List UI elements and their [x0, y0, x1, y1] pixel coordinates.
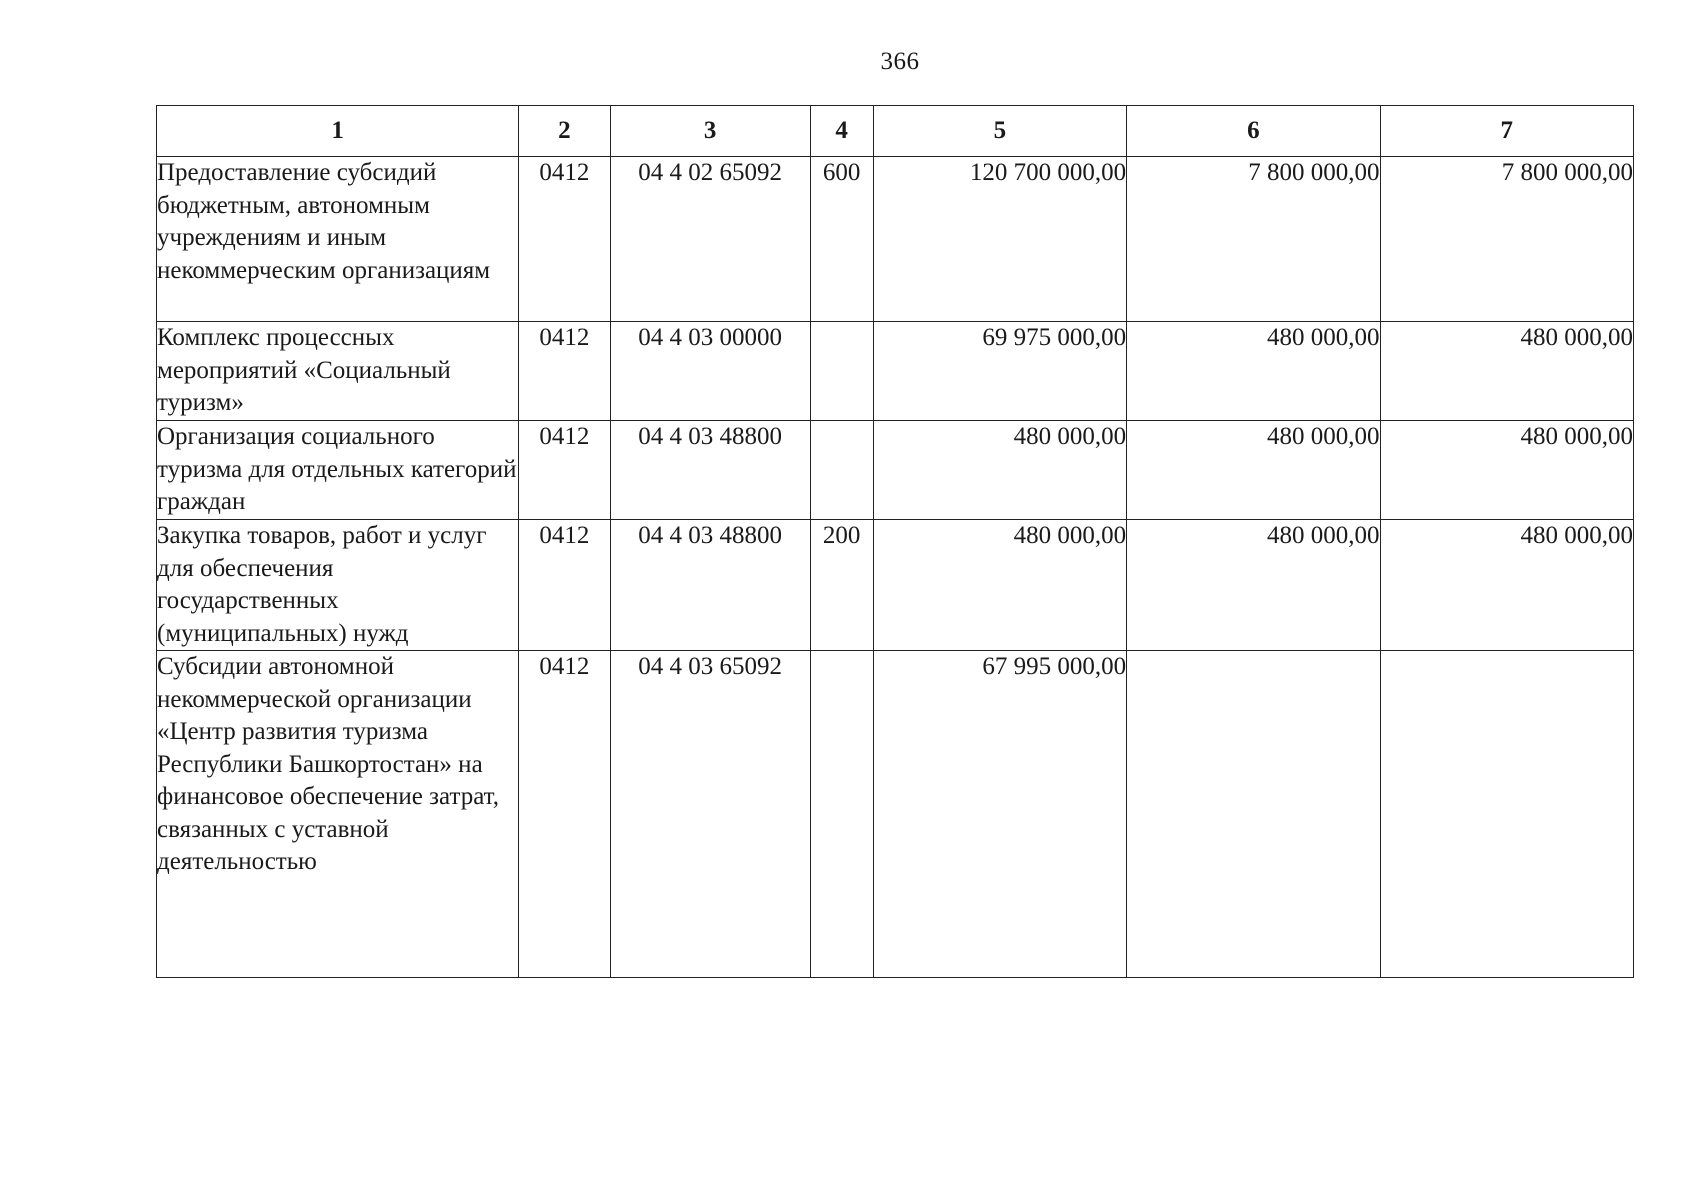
- amount-col5-cell: 69 975 000,00: [873, 322, 1126, 421]
- table-header-row: [157, 106, 1634, 157]
- section-code-cell: 0412: [519, 157, 610, 322]
- amount-col6-cell: 480 000,00: [1127, 421, 1380, 520]
- target-code-cell: 04 4 03 48800: [610, 520, 810, 651]
- section-code-cell: 0412: [519, 421, 610, 520]
- column-header-4: 4: [810, 106, 873, 157]
- page-number: 366: [880, 48, 920, 75]
- amount-col7-cell: 7 800 000,00: [1380, 157, 1633, 322]
- table-row: [157, 651, 1634, 978]
- column-header-7: 7: [1380, 106, 1633, 157]
- target-code-cell: 04 4 02 65092: [610, 157, 810, 322]
- amount-col6-cell: [1127, 651, 1380, 978]
- budget-table: [156, 105, 1634, 978]
- amount-col7-cell: 480 000,00: [1380, 421, 1633, 520]
- target-code-cell: 04 4 03 48800: [610, 421, 810, 520]
- amount-col5-cell: 120 700 000,00: [873, 157, 1126, 322]
- expense-type-cell: 200: [810, 520, 873, 651]
- section-code-cell: 0412: [519, 322, 610, 421]
- expense-type-cell: 600: [810, 157, 873, 322]
- section-code-cell: 0412: [519, 651, 610, 978]
- table-row: [157, 322, 1634, 421]
- section-code-cell: 0412: [519, 520, 610, 651]
- row-name-cell: Комплекс процессных мероприятий «Социальный туризм»: [157, 322, 519, 421]
- column-header-5: 5: [873, 106, 1126, 157]
- amount-col5-cell: 480 000,00: [873, 421, 1126, 520]
- table-row: [157, 421, 1634, 520]
- expense-type-cell: [810, 322, 873, 421]
- column-header-6: 6: [1127, 106, 1380, 157]
- amount-col6-cell: 7 800 000,00: [1127, 157, 1380, 322]
- amount-col5-cell: 480 000,00: [873, 520, 1126, 651]
- column-header-3: 3: [610, 106, 810, 157]
- row-name-cell: Субсидии автономной некоммерческой организации «Центр развития туризма Республики Башкортостан» на финансовое обеспечение затрат, связанных с уставной деятельностью: [157, 651, 519, 978]
- amount-col5-cell: 67 995 000,00: [873, 651, 1126, 978]
- target-code-cell: 04 4 03 00000: [610, 322, 810, 421]
- expense-type-cell: [810, 651, 873, 978]
- target-code-cell: 04 4 03 65092: [610, 651, 810, 978]
- amount-col6-cell: 480 000,00: [1127, 520, 1380, 651]
- row-name-cell: Организация социального туризма для отдельных категорий граждан: [157, 421, 519, 520]
- amount-col6-cell: 480 000,00: [1127, 322, 1380, 421]
- row-name-cell: Закупка товаров, работ и услуг для обеспечения государственных (муниципальных) нужд: [157, 520, 519, 651]
- table-row: [157, 520, 1634, 651]
- column-header-1: 1: [157, 106, 519, 157]
- column-header-2: 2: [519, 106, 610, 157]
- amount-col7-cell: 480 000,00: [1380, 322, 1633, 421]
- amount-col7-cell: [1380, 651, 1633, 978]
- amount-col7-cell: 480 000,00: [1380, 520, 1633, 651]
- expense-type-cell: [810, 421, 873, 520]
- table-row: [157, 157, 1634, 322]
- row-name-cell: Предоставление субсидий бюджетным, автономным учреждениям и иным некоммерческим организациям: [157, 157, 519, 322]
